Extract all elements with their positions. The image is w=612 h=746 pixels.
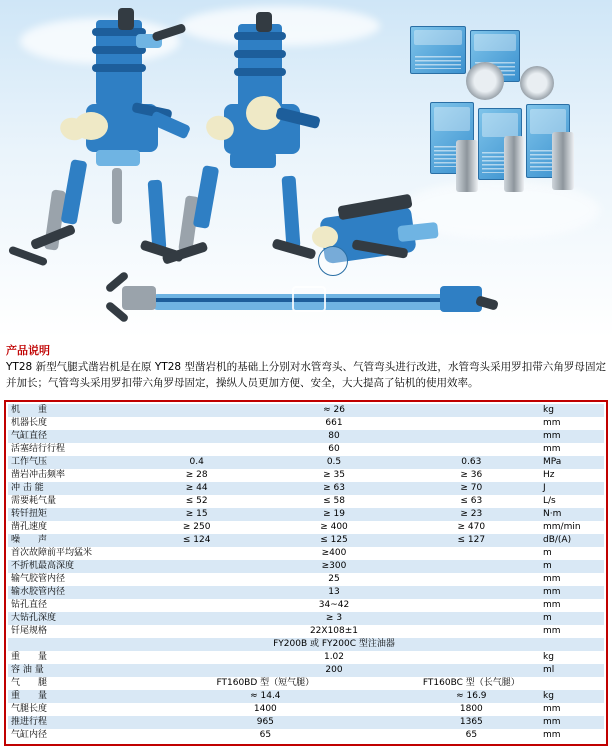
spec-unit: m	[540, 547, 604, 560]
spec-value: 0.4	[128, 456, 265, 469]
spec-unit: mm	[540, 443, 604, 456]
spec-value: ≥ 250	[128, 521, 265, 534]
spec-value: ≤ 52	[128, 495, 265, 508]
spec-unit: N·m	[540, 508, 604, 521]
spec-value: 0.5	[265, 456, 402, 469]
piston-part-3	[552, 132, 574, 190]
product-description-title: 产品说明	[6, 344, 50, 357]
spec-value: ≥ 70	[403, 482, 540, 495]
spec-value: 13	[128, 586, 540, 599]
spec-label: 容 油 量	[8, 664, 128, 677]
spec-unit: mm	[540, 417, 604, 430]
spec-value: ≥ 15	[128, 508, 265, 521]
spec-value: ≥ 19	[265, 508, 402, 521]
spec-value: ≥ 44	[128, 482, 265, 495]
spec-unit: m	[540, 612, 604, 625]
spec-value: FY200B 或 FY200C 型注油器	[128, 638, 540, 651]
spec-label: 不折机最高深度	[8, 560, 128, 573]
table-row	[8, 456, 604, 469]
spec-unit: kg	[540, 690, 604, 703]
spec-label: 钻孔直径	[8, 599, 128, 612]
spec-value: 65	[403, 729, 540, 742]
spec-label: 凿孔速度	[8, 521, 128, 534]
spec-value: ≥ 35	[265, 469, 402, 482]
spec-value: 1400	[128, 703, 403, 716]
table-row	[8, 469, 604, 482]
table-row	[8, 573, 604, 586]
table-row	[8, 638, 604, 651]
spec-value: 661	[128, 417, 540, 430]
spec-label: 首次故障前平均猛米	[8, 547, 128, 560]
spec-unit: L/s	[540, 495, 604, 508]
spec-unit: dB/(A)	[540, 534, 604, 547]
spec-value: 0.63	[403, 456, 540, 469]
spec-label: 重 量	[8, 690, 128, 703]
spec-label: 噪 声	[8, 534, 128, 547]
spec-label: 大钻孔深度	[8, 612, 128, 625]
spec-value: ≤ 125	[265, 534, 402, 547]
spec-value: FT160BC 型（长气腿）	[403, 677, 540, 690]
spec-label: 机器长度	[8, 417, 128, 430]
table-row	[8, 495, 604, 508]
spec-label: 输气胶管内径	[8, 573, 128, 586]
table-row	[8, 690, 604, 703]
spec-value: 25	[128, 573, 540, 586]
spec-label: 推进行程	[8, 716, 128, 729]
table-row	[8, 404, 604, 417]
detail-callout-circle	[318, 246, 348, 276]
spec-value: ≥ 23	[403, 508, 540, 521]
spec-value: ≈ 26	[128, 404, 540, 417]
spec-label: 转钎扭矩	[8, 508, 128, 521]
spec-value: ≥ 36	[403, 469, 540, 482]
table-row	[8, 508, 604, 521]
spec-value: 1800	[403, 703, 540, 716]
piston-part-1	[456, 140, 478, 192]
table-row	[8, 430, 604, 443]
spec-value: 1.02	[128, 651, 540, 664]
table-row	[8, 716, 604, 729]
product-description-body: YT28 新型气腿式凿岩机是在原 YT28 型凿岩机的基础上分别对水管弯头、气管弯头进行改进，水管弯头采用罗扣带六角罗母固定并加长；气管弯头采用罗扣带六角罗母固定，操纵人员更加方便、安全，大大提高了钻机的使用效率。	[6, 361, 606, 389]
spec-value: ≈ 16.9	[403, 690, 540, 703]
spec-unit	[540, 677, 604, 690]
spec-unit	[540, 638, 604, 651]
table-row	[8, 534, 604, 547]
spec-value: ≥ 3	[128, 612, 540, 625]
spec-value: 1365	[403, 716, 540, 729]
spec-label: 钎尾规格	[8, 625, 128, 638]
spec-label: 输水胶管内径	[8, 586, 128, 599]
spec-value: ≥ 400	[265, 521, 402, 534]
spec-value: 34~42	[128, 599, 540, 612]
parts-box-1	[410, 26, 466, 74]
spec-value: ≥ 63	[265, 482, 402, 495]
spec-unit: mm	[540, 703, 604, 716]
spec-unit: m	[540, 560, 604, 573]
table-row	[8, 664, 604, 677]
spec-unit: mm	[540, 625, 604, 638]
spec-value: 60	[128, 443, 540, 456]
drill-bit-ring-part	[466, 62, 504, 100]
spec-label: 活塞结行行程	[8, 443, 128, 456]
spec-value: 80	[128, 430, 540, 443]
table-row	[8, 586, 604, 599]
spec-value: ≤ 63	[403, 495, 540, 508]
spec-unit: J	[540, 482, 604, 495]
table-row	[8, 703, 604, 716]
spec-unit: mm	[540, 586, 604, 599]
product-photo-collage	[0, 0, 612, 338]
spec-label: 冲 击 能	[8, 482, 128, 495]
spec-unit: mm	[540, 729, 604, 742]
spec-unit: ml	[540, 664, 604, 677]
table-row	[8, 677, 604, 690]
spec-unit: mm	[540, 430, 604, 443]
piston-part-2	[504, 136, 524, 192]
spec-value: ≥ 470	[403, 521, 540, 534]
table-row	[8, 443, 604, 456]
table-row	[8, 651, 604, 664]
table-row	[8, 729, 604, 742]
spec-unit: kg	[540, 651, 604, 664]
spec-label: 重 量	[8, 651, 128, 664]
spec-label: 气腿长度	[8, 703, 128, 716]
table-row	[8, 547, 604, 560]
spec-value: 22X108±1	[128, 625, 540, 638]
spec-label: 气 腿	[8, 677, 128, 690]
specification-table	[8, 404, 604, 742]
spec-unit: mm	[540, 716, 604, 729]
table-row	[8, 521, 604, 534]
spec-label	[8, 638, 128, 651]
table-row	[8, 625, 604, 638]
spec-value: ≥ 28	[128, 469, 265, 482]
spec-label: 机 重	[8, 404, 128, 417]
table-row	[8, 417, 604, 430]
spec-value: ≈ 14.4	[128, 690, 403, 703]
air-leg-clamp	[292, 286, 326, 312]
product-description-section	[0, 338, 612, 394]
spec-value: FT160BD 型（短气腿）	[128, 677, 403, 690]
drill-bit-ring-part-2	[520, 66, 554, 100]
spec-value: ≤ 124	[128, 534, 265, 547]
spec-value: 200	[128, 664, 540, 677]
spec-value: ≤ 58	[265, 495, 402, 508]
table-row	[8, 612, 604, 625]
spec-value: ≥400	[128, 547, 540, 560]
spec-unit: kg	[540, 404, 604, 417]
spec-label: 气缸内径	[8, 729, 128, 742]
spec-value: 65	[128, 729, 403, 742]
spec-value: ≤ 127	[403, 534, 540, 547]
table-row	[8, 560, 604, 573]
spec-unit: mm	[540, 599, 604, 612]
spec-value: ≥300	[128, 560, 540, 573]
spec-unit: mm	[540, 573, 604, 586]
spec-label: 工作气压	[8, 456, 128, 469]
spec-value: 965	[128, 716, 403, 729]
specification-table-frame	[4, 400, 608, 746]
table-row	[8, 599, 604, 612]
spec-label: 气缸直径	[8, 430, 128, 443]
spec-label: 需要耗气量	[8, 495, 128, 508]
spec-label: 凿岩冲击频率	[8, 469, 128, 482]
spec-unit: Hz	[540, 469, 604, 482]
spec-unit: MPa	[540, 456, 604, 469]
spec-unit: mm/min	[540, 521, 604, 534]
table-row	[8, 482, 604, 495]
